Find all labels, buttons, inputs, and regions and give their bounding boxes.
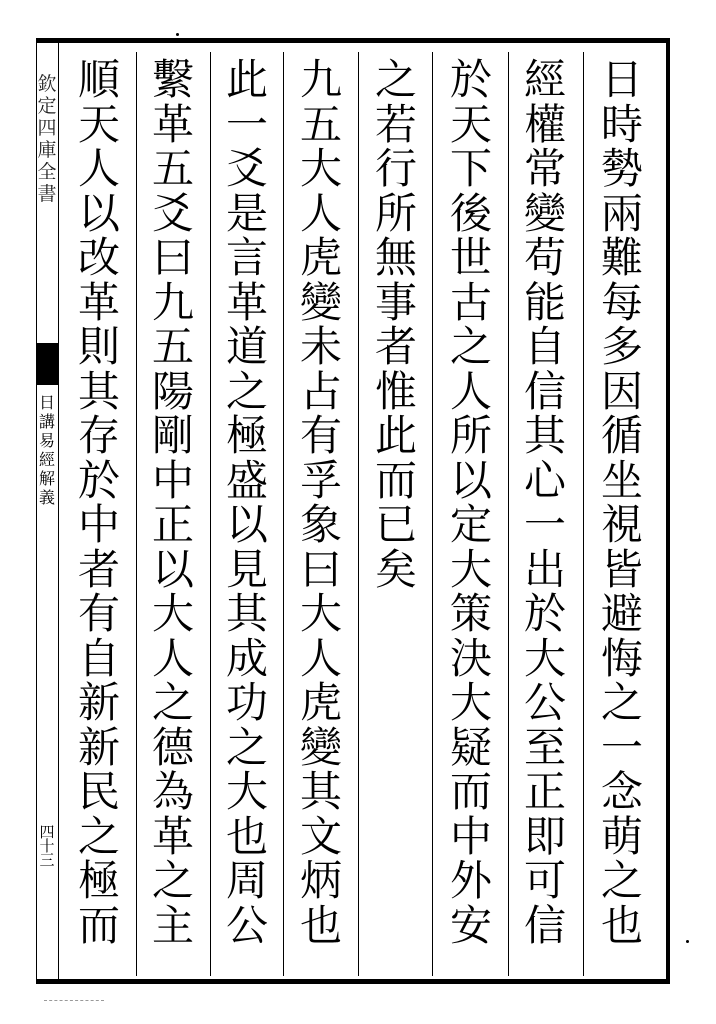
column-3-char: 策 <box>449 589 492 638</box>
title-char: 義 <box>38 488 55 507</box>
column-6-char: 以 <box>225 500 268 549</box>
column-3-char: 以 <box>449 455 492 505</box>
column-7-char: 革 <box>151 99 194 149</box>
column-1-char: 難 <box>600 233 643 282</box>
column-5-char: 九 <box>299 55 342 104</box>
column-4-char: 已 <box>374 500 417 549</box>
column-3-char: 大 <box>449 678 492 727</box>
column-8-char: 存 <box>77 411 120 460</box>
page-number-char: 三 <box>39 851 55 869</box>
header-char: 全 <box>37 161 57 183</box>
column-6-char: 也 <box>225 811 268 861</box>
column-5-char: 有 <box>299 411 342 460</box>
column-5-char: 人 <box>299 633 342 683</box>
title-char: 日 <box>38 393 55 412</box>
header-char: 庫 <box>37 139 57 161</box>
column-7-char: 五 <box>151 144 194 193</box>
column-7-char: 繫 <box>151 55 194 104</box>
column-4-char: 所 <box>374 188 417 238</box>
column-4-char: 行 <box>374 144 417 193</box>
column-1-char: 勢 <box>600 144 643 193</box>
column-5-char: 占 <box>299 366 342 416</box>
page-number <box>36 825 58 867</box>
column-5-char: 大 <box>299 589 342 638</box>
column-7-char: 為 <box>151 767 194 816</box>
page-number-char: 四 <box>39 823 55 841</box>
column-7-char: 五 <box>151 322 194 371</box>
column-7-char: 曰 <box>151 233 194 282</box>
column-5-char: 炳 <box>299 856 342 905</box>
text-column-4 <box>366 55 426 594</box>
column-5-char: 也 <box>299 900 342 950</box>
fish-tail-mark <box>36 343 58 385</box>
column-3-char: 人 <box>449 366 492 416</box>
column-1-char: 之 <box>600 678 643 727</box>
column-rule <box>358 52 359 976</box>
column-5-char: 孚 <box>299 455 342 505</box>
column-8-char: 而 <box>77 900 120 950</box>
column-6-char: 此 <box>225 55 268 104</box>
column-5-char: 大 <box>299 144 342 193</box>
column-7-char: 中 <box>151 455 194 505</box>
column-8-char: 者 <box>77 544 120 594</box>
column-6-char: 之 <box>225 722 268 772</box>
scan-speck <box>686 940 689 943</box>
column-1-char: 之 <box>600 856 643 905</box>
column-8-char: 新 <box>77 722 120 772</box>
column-1-char: 因 <box>600 366 643 416</box>
column-8-char: 則 <box>77 322 120 371</box>
column-4-char: 者 <box>374 322 417 371</box>
column-2-char: 正 <box>523 767 566 816</box>
column-7-char: 剛 <box>151 411 194 460</box>
column-4-char: 無 <box>374 233 417 282</box>
column-6-char: 周 <box>225 856 268 905</box>
column-8-char: 中 <box>77 500 120 549</box>
column-8-char: 極 <box>77 856 120 905</box>
column-6-char: 道 <box>225 322 268 371</box>
column-6-char: 盛 <box>225 455 268 505</box>
text-column-6 <box>217 55 277 950</box>
column-6-char: 大 <box>225 767 268 816</box>
column-3-char: 於 <box>449 55 492 104</box>
title-char: 經 <box>38 450 55 469</box>
column-7-char: 爻 <box>151 188 194 238</box>
margin-header <box>36 73 58 205</box>
column-1-char: 時 <box>600 99 643 149</box>
column-6-char: 言 <box>225 233 268 282</box>
column-5-char: 曰 <box>299 544 342 594</box>
column-3-char: 決 <box>449 633 492 683</box>
column-8-char: 有 <box>77 589 120 638</box>
column-7-char: 九 <box>151 277 194 327</box>
column-8-char: 於 <box>77 455 120 505</box>
column-3-char: 大 <box>449 544 492 594</box>
text-column-3 <box>441 55 501 950</box>
column-4-char: 矣 <box>374 544 417 594</box>
column-2-char: 經 <box>523 55 566 104</box>
column-1-char: 多 <box>600 322 643 371</box>
text-column-2 <box>515 55 575 950</box>
column-7-char: 主 <box>151 900 194 950</box>
column-2-char: 可 <box>523 856 566 905</box>
column-1-char: 視 <box>600 500 643 549</box>
column-2-char: 信 <box>523 366 566 416</box>
column-5-char: 其 <box>299 767 342 816</box>
column-2-char: 變 <box>523 188 566 238</box>
column-2-char: 出 <box>523 544 566 594</box>
column-7-char: 以 <box>151 544 194 594</box>
column-3-char: 之 <box>449 322 492 371</box>
column-8-char: 其 <box>77 366 120 416</box>
column-2-char: 其 <box>523 411 566 460</box>
column-7-char: 之 <box>151 678 194 727</box>
page-number-char: 十 <box>39 837 55 855</box>
column-rule <box>210 52 211 976</box>
text-column-8 <box>69 55 129 950</box>
column-2-char: 能 <box>523 277 566 327</box>
column-8-char: 革 <box>77 277 120 327</box>
text-column-5 <box>291 55 351 950</box>
scan-artifact <box>44 1000 104 1001</box>
header-char: 定 <box>37 95 57 117</box>
column-1-char: 悔 <box>600 633 643 683</box>
column-rule <box>508 52 509 976</box>
column-5-char: 象 <box>299 500 342 549</box>
column-4-char: 之 <box>374 55 417 104</box>
header-char: 欽 <box>37 73 57 95</box>
column-1-char: 日 <box>600 55 643 104</box>
column-6-char: 其 <box>225 589 268 638</box>
margin-strip <box>36 43 58 979</box>
column-3-char: 外 <box>449 856 492 905</box>
title-char: 易 <box>38 431 55 450</box>
title-char: 解 <box>38 469 55 488</box>
column-6-char: 見 <box>225 544 268 594</box>
column-1-char: 坐 <box>600 455 643 505</box>
column-7-char: 正 <box>151 500 194 549</box>
column-8-char: 之 <box>77 811 120 861</box>
column-7-char: 人 <box>151 633 194 683</box>
column-6-char: 一 <box>225 99 268 149</box>
column-7-char: 大 <box>151 589 194 638</box>
margin-divider <box>58 43 59 979</box>
column-6-char: 之 <box>225 366 268 416</box>
column-5-char: 人 <box>299 188 342 238</box>
column-8-char: 以 <box>77 188 120 238</box>
column-3-char: 世 <box>449 233 492 282</box>
column-rule <box>432 52 433 976</box>
header-char: 四 <box>37 117 57 139</box>
column-5-char: 變 <box>299 277 342 327</box>
text-column-7 <box>143 55 203 950</box>
column-6-char: 功 <box>225 678 268 727</box>
column-6-char: 是 <box>225 188 268 238</box>
column-8-char: 改 <box>77 233 120 282</box>
column-1-char: 一 <box>600 722 643 772</box>
column-1-char: 每 <box>600 277 643 327</box>
column-2-char: 信 <box>523 900 566 950</box>
column-4-char: 若 <box>374 99 417 149</box>
column-rule <box>136 52 137 976</box>
column-3-char: 定 <box>449 500 492 549</box>
text-column-1 <box>592 55 652 950</box>
column-1-char: 避 <box>600 589 643 638</box>
column-2-char: 於 <box>523 589 566 638</box>
column-7-char: 德 <box>151 722 194 772</box>
column-1-char: 念 <box>600 767 643 816</box>
column-8-char: 民 <box>77 767 120 816</box>
column-8-char: 自 <box>77 633 120 683</box>
header-char: 書 <box>37 183 57 205</box>
column-8-char: 人 <box>77 144 120 193</box>
column-8-char: 新 <box>77 678 120 727</box>
column-5-char: 文 <box>299 811 342 861</box>
column-4-char: 此 <box>374 411 417 460</box>
column-2-char: 至 <box>523 722 566 772</box>
column-3-char: 天 <box>449 99 492 149</box>
scan-speck <box>176 33 179 36</box>
column-2-char: 大 <box>523 633 566 683</box>
column-1-char: 也 <box>600 900 643 950</box>
column-6-char: 革 <box>225 277 268 327</box>
column-3-char: 下 <box>449 144 492 193</box>
column-5-char: 未 <box>299 322 342 371</box>
column-rule <box>583 52 584 976</box>
column-1-char: 皆 <box>600 544 643 594</box>
column-7-char: 之 <box>151 856 194 905</box>
column-5-char: 變 <box>299 722 342 772</box>
column-3-char: 中 <box>449 811 492 861</box>
column-2-char: 一 <box>523 500 566 549</box>
column-5-char: 五 <box>299 99 342 149</box>
title-char: 講 <box>38 412 55 431</box>
column-3-char: 所 <box>449 411 492 460</box>
column-3-char: 後 <box>449 188 492 238</box>
column-1-char: 萌 <box>600 811 643 861</box>
column-4-char: 而 <box>374 455 417 505</box>
column-2-char: 即 <box>523 811 566 861</box>
column-6-char: 成 <box>225 633 268 683</box>
column-2-char: 苟 <box>523 233 566 282</box>
column-1-char: 循 <box>600 411 643 460</box>
column-6-char: 爻 <box>225 144 268 193</box>
column-3-char: 安 <box>449 900 492 950</box>
column-8-char: 天 <box>77 99 120 149</box>
column-2-char: 公 <box>523 678 566 727</box>
column-4-char: 事 <box>374 277 417 327</box>
column-5-char: 虎 <box>299 233 342 282</box>
column-7-char: 陽 <box>151 366 194 416</box>
column-6-char: 極 <box>225 411 268 460</box>
column-5-char: 虎 <box>299 678 342 727</box>
column-2-char: 自 <box>523 322 566 371</box>
column-8-char: 順 <box>77 55 120 104</box>
column-2-char: 常 <box>523 144 566 193</box>
column-rule <box>283 52 284 976</box>
column-4-char: 惟 <box>374 366 417 416</box>
column-2-char: 心 <box>523 455 566 505</box>
column-1-char: 兩 <box>600 188 643 238</box>
column-3-char: 疑 <box>449 722 492 772</box>
column-7-char: 革 <box>151 811 194 861</box>
column-3-char: 古 <box>449 277 492 327</box>
book-title <box>36 393 58 507</box>
column-3-char: 而 <box>449 767 492 816</box>
column-6-char: 公 <box>225 900 268 950</box>
column-2-char: 權 <box>523 99 566 149</box>
